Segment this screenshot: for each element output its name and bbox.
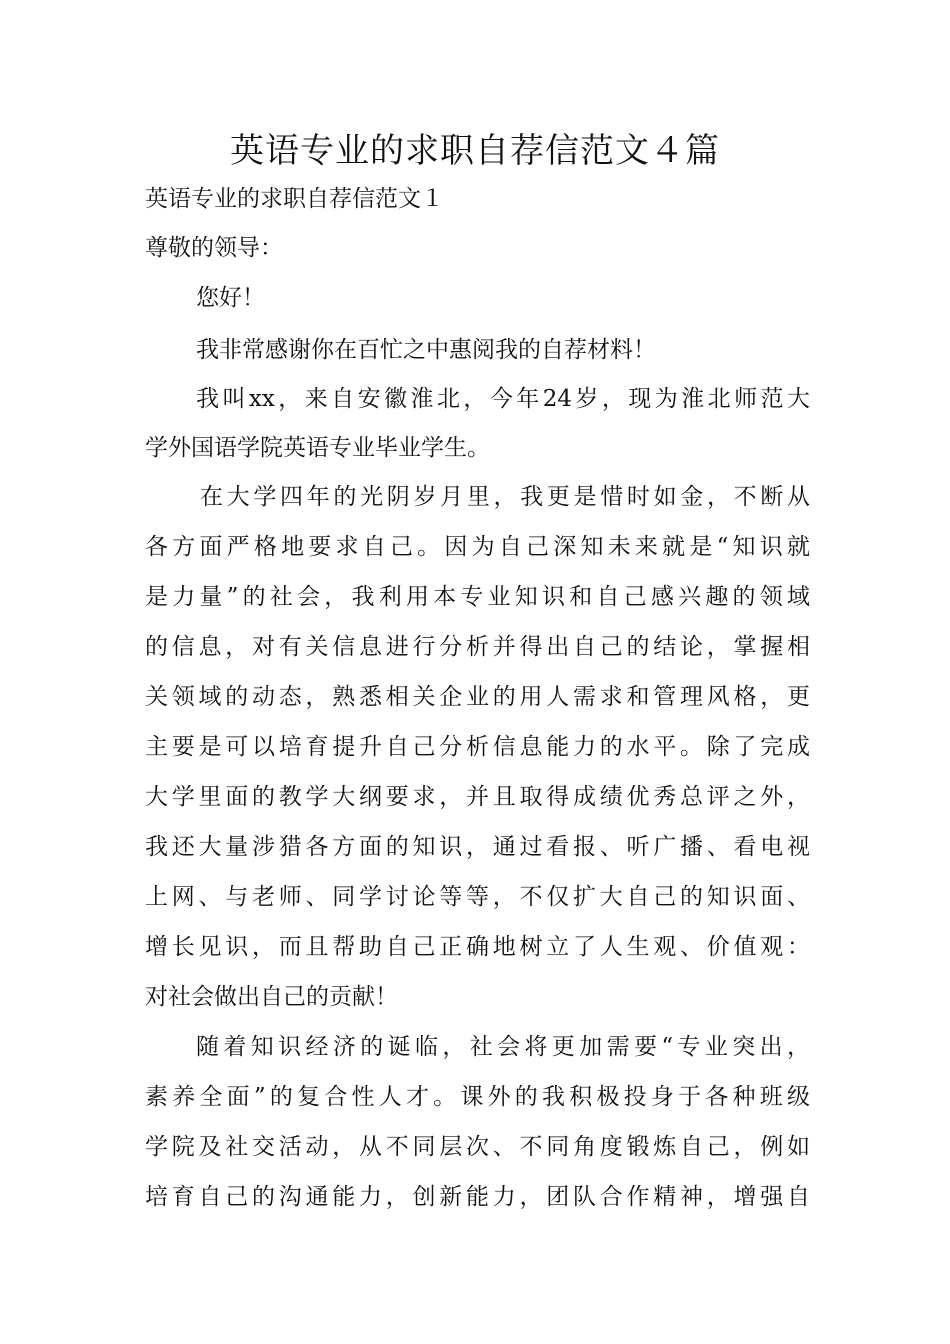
paragraph-2-line-7: 大学里面的教学大纲要求，并且取得成绩优秀总评之外， [145,784,810,810]
paragraph-2-line-5: 关领域的动态，熟悉相关企业的用人需求和管理风格，更 [145,684,810,710]
greeting: 您好！ [196,285,265,311]
salutation: 尊敬的领导： [145,235,283,261]
paragraph-2-line-8: 我还大量涉猎各方面的知识，通过看报、听广播、看电视 [145,834,810,860]
thanks-line: 我非常感谢你在百忙之中惠阅我的自荐材料！ [196,337,656,363]
paragraph-2-line-2: 各方面严格地要求自己。因为自己深知未来就是“知识就 [145,534,810,560]
paragraph-2-line-11: 对社会做出自己的贡献！ [145,984,398,1010]
paragraph-2-line-1: 在大学四年的光阴岁月里，我更是惜时如金，不断从 [200,484,810,510]
paragraph-3-line-2: 素养全面”的复合性人才。课外的我积极投身于各种班级 [145,1084,810,1110]
document-subheading: 英语专业的求职自荐信范文１ [145,186,444,212]
paragraph-2-line-4: 的信息，对有关信息进行分析并得出自己的结论，掌握相 [145,634,810,660]
paragraph-2-line-3: 是力量”的社会，我利用本专业知识和自己感兴趣的领域 [145,584,810,610]
document-title: 英语专业的求职自荐信范文４篇 [230,131,720,171]
paragraph-1-line-2: 学外国语学院英语专业毕业学生。 [145,435,490,461]
paragraph-2-line-9: 上网、与老师、同学讨论等等，不仅扩大自己的知识面、 [145,884,810,910]
paragraph-3-line-3: 学院及社交活动，从不同层次、不同角度锻炼自己，例如 [145,1134,810,1160]
paragraph-2-line-6: 主要是可以培育提升自己分析信息能力的水平。除了完成 [145,734,810,760]
paragraph-2-line-10: 增长见识，而且帮助自己正确地树立了人生观、价值观： [145,934,810,960]
paragraph-3-line-4: 培育自己的沟通能力，创新能力，团队合作精神，增强自 [145,1184,810,1210]
paragraph-3-line-1: 随着知识经济的诞临，社会将更加需要“专业突出， [196,1034,810,1060]
paragraph-1-line-1: 我叫xx，来自安徽淮北，今年24岁，现为淮北师范大 [196,386,810,412]
